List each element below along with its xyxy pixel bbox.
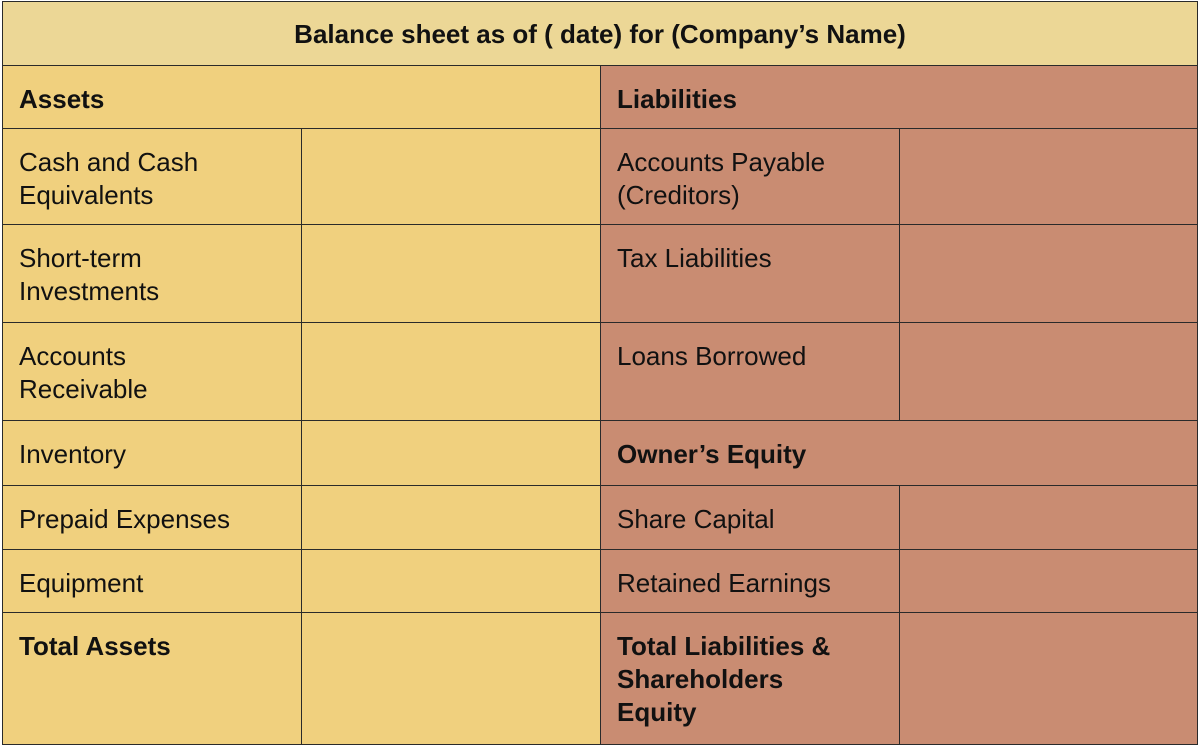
liability-value-accounts-payable[interactable]	[899, 128, 1198, 226]
liability-label-tax: Tax Liabilities	[600, 224, 901, 324]
liability-value-tax[interactable]	[899, 224, 1198, 324]
total-assets-value[interactable]	[301, 612, 602, 745]
equity-header: Owner’s Equity	[600, 420, 1198, 487]
asset-label-equipment: Equipment	[2, 549, 303, 614]
equity-value-retained-earnings[interactable]	[899, 549, 1198, 614]
asset-label-inventory: Inventory	[2, 420, 303, 487]
total-assets-label: Total Assets	[2, 612, 303, 745]
asset-value-equipment[interactable]	[301, 549, 602, 614]
total-liabilities-equity-value[interactable]	[899, 612, 1198, 745]
asset-label-short-term-investments: Short-term Investments	[2, 224, 303, 324]
asset-value-cash[interactable]	[301, 128, 602, 226]
liabilities-header: Liabilities	[600, 65, 1198, 130]
asset-value-short-term-investments[interactable]	[301, 224, 602, 324]
equity-label-retained-earnings: Retained Earnings	[600, 549, 901, 614]
liability-label-loans: Loans Borrowed	[600, 322, 901, 422]
table-title: Balance sheet as of ( date) for (Company’s Name)	[2, 1, 1198, 66]
total-liabilities-equity-label: Total Liabilities & Shareholders Equity	[600, 612, 901, 745]
liability-label-accounts-payable: Accounts Payable (Creditors)	[600, 128, 901, 226]
assets-header: Assets	[2, 65, 602, 130]
equity-label-share-capital: Share Capital	[600, 485, 901, 551]
asset-label-prepaid-expenses: Prepaid Expenses	[2, 485, 303, 551]
asset-label-accounts-receivable: Accounts Receivable	[2, 322, 303, 422]
equity-value-share-capital[interactable]	[899, 485, 1198, 551]
asset-value-prepaid-expenses[interactable]	[301, 485, 602, 551]
asset-value-accounts-receivable[interactable]	[301, 322, 602, 422]
liability-value-loans[interactable]	[899, 322, 1198, 422]
asset-label-cash: Cash and Cash Equivalents	[2, 128, 303, 226]
asset-value-inventory[interactable]	[301, 420, 602, 487]
